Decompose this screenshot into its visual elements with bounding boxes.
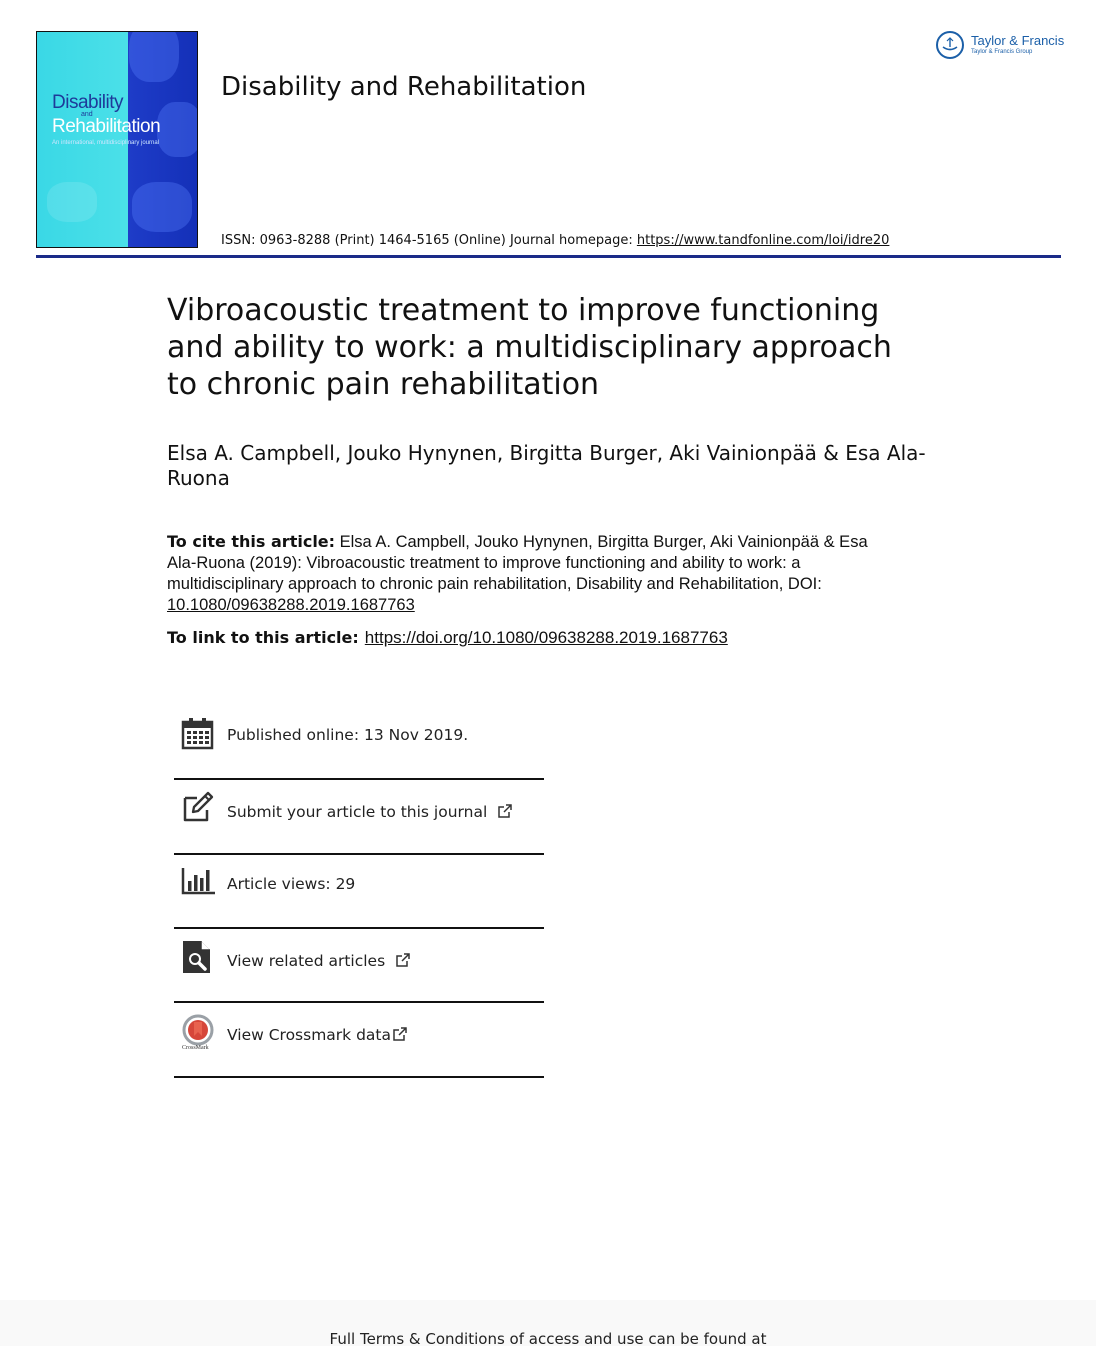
bar-chart-icon (181, 866, 215, 900)
journal-cover (36, 31, 198, 248)
external-link-icon (393, 1027, 407, 1041)
publisher-name: Taylor & Francis (971, 33, 1065, 48)
crossmark-label[interactable] (227, 1026, 407, 1044)
citation-text: Elsa A. Campbell, Jouko Hynynen, Birgitta Burger, Aki Vainionpää & Esa Ala-Ruona (2019): Vibroacoustic treatment to improve functioning and ability to work: a multidisciplinary approach to chronic pain rehabilitation, Disability and Rehabilitation, DOI: (167, 533, 868, 593)
header-divider (36, 255, 1061, 258)
issn-line (221, 233, 889, 248)
info-divider (174, 927, 544, 929)
external-link-icon (498, 804, 512, 818)
edit-icon (181, 790, 215, 824)
calendar-icon (181, 717, 215, 751)
publisher-logo[interactable] (936, 30, 1066, 64)
citation-lead: To cite this article: (167, 532, 336, 551)
article-title: Vibroacoustic treatment to improve functioning and ability to work: a multidisciplinary approach to chronic pain rehabilitation (167, 293, 892, 402)
publisher-logo-icon (936, 31, 964, 59)
footer-text: Full Terms & Conditions of access and use can be found at (329, 1330, 767, 1348)
article-doi-link[interactable]: https://doi.org/10.1080/09638288.2019.1687763 (364, 628, 728, 647)
info-divider (174, 853, 544, 855)
journal-homepage-link[interactable]: https://www.tandfonline.com/loi/idre20 (636, 233, 890, 248)
article-authors: Elsa A. Campbell, Jouko Hynynen, Birgitta Burger, Aki Vainionpää & Esa Ala-Ruona (167, 441, 926, 490)
crossmark-icon (181, 1014, 215, 1048)
article-views-label: Article views: 29 (227, 875, 356, 893)
citation-block (167, 531, 887, 616)
related-articles-text: View related articles (227, 952, 386, 970)
issn-text: ISSN: 0963-8288 (Print) 1464-5165 (Online) Journal homepage: (221, 233, 637, 248)
article-link-line (167, 628, 728, 648)
article-link-lead: To link to this article: (167, 628, 359, 647)
crossmark-logo-text: CrossMark (182, 1045, 209, 1051)
journal-title: Disability and Rehabilitation (221, 72, 587, 102)
cover-title-line2: Rehabilitation (52, 116, 161, 137)
external-link-icon (396, 953, 410, 967)
published-online-label: Published online: 13 Nov 2019. (227, 726, 469, 744)
search-document-icon (181, 940, 215, 974)
info-divider (174, 778, 544, 780)
crossmark-text: View Crossmark data (227, 1026, 391, 1044)
cover-title-line1: Disability (52, 92, 124, 113)
related-articles-label[interactable] (227, 952, 410, 970)
cover-subtitle: An international, multidisciplinary journal (52, 140, 160, 146)
publisher-group: Taylor & Francis Group (971, 49, 1033, 55)
info-divider (174, 1076, 544, 1078)
citation-doi-link[interactable]: 10.1080/09638288.2019.1687763 (167, 596, 415, 614)
info-divider (174, 1001, 544, 1003)
cover-title-and: and (81, 111, 93, 118)
submit-article-text: Submit your article to this journal (227, 803, 488, 821)
submit-article-label[interactable] (227, 803, 512, 821)
